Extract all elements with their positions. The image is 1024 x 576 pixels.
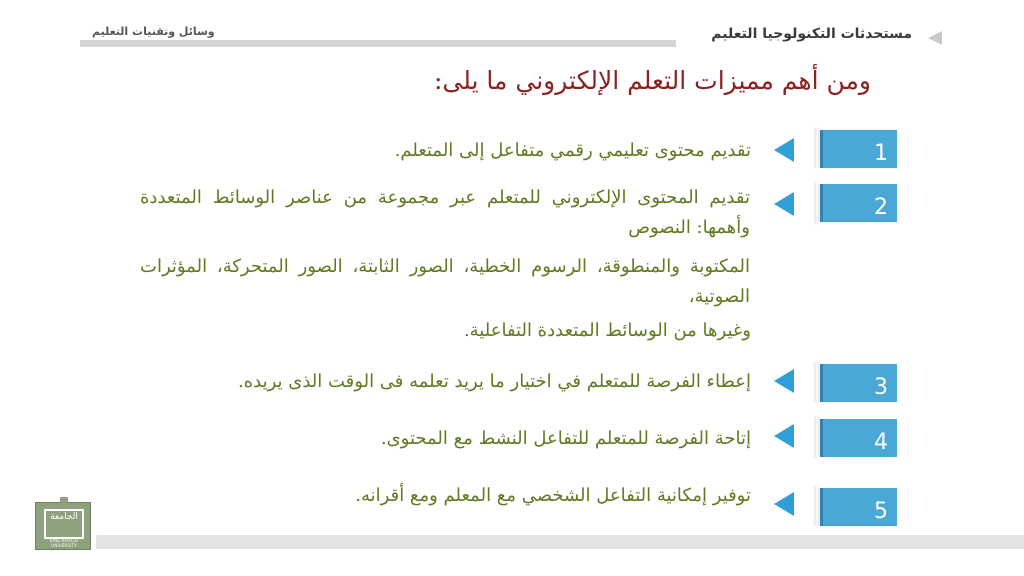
footer-bar <box>96 535 1024 549</box>
bullet-arrow-icon <box>774 424 794 448</box>
item-text: تقديم محتوى تعليمي رقمي متفاعل إلى المتعلم. <box>394 140 751 161</box>
bullet-arrow-icon <box>774 138 794 162</box>
slide-heading: ومن أهم مميزات التعلم الإلكتروني ما يلى: <box>433 66 871 95</box>
header-divider <box>80 40 676 47</box>
bullet-arrow-icon <box>774 369 794 393</box>
bullet-arrow-icon <box>774 492 794 516</box>
item-number-badge: 3 <box>820 364 900 402</box>
item-text: وغيرها من الوسائط المتعددة التفاعلية. <box>463 320 751 341</box>
item-number-badge: 1 <box>820 130 900 168</box>
header-arrow-icon <box>928 31 942 45</box>
item-divider <box>814 417 818 457</box>
item-number-badge: 4 <box>820 419 900 457</box>
item-text: توفير إمكانية التفاعل الشخصي مع المعلم ومع أقرانه. <box>355 485 751 506</box>
logo-caption: KING KHALID UNIVERSITY <box>49 538 79 548</box>
university-logo <box>35 502 91 550</box>
item-divider <box>814 486 818 526</box>
item-divider <box>814 183 818 223</box>
logo-crest-icon <box>60 497 68 503</box>
item-text: تقديم المحتوى الإلكتروني للمتعلم عبر مجموعة من عناصر الوسائط المتعددة وأهمها: النصوص <box>140 187 750 238</box>
item-text: إعطاء الفرصة للمتعلم في اختيار ما يريد تعلمه فى الوقت الذى يريده. <box>237 371 751 392</box>
item-number-badge: 5 <box>820 488 900 526</box>
slide-header-title: مستحدثات التكنولوجيا التعليم <box>711 26 912 42</box>
item-divider <box>814 128 818 168</box>
logo-mark: الجامعة <box>44 509 84 539</box>
item-number-badge: 2 <box>820 184 900 222</box>
course-name: وسائل وتقنيات التعليم <box>92 25 215 38</box>
item-divider <box>814 362 818 402</box>
item-text: إتاحة الفرصة للمتعلم للتفاعل النشط مع المحتوى. <box>380 428 751 449</box>
bullet-arrow-icon <box>774 192 794 216</box>
item-text: المكتوبة والمنطوقة، الرسوم الخطية، الصور الثابتة، الصور المتحركة، المؤثرات الصوتية، <box>140 256 750 307</box>
